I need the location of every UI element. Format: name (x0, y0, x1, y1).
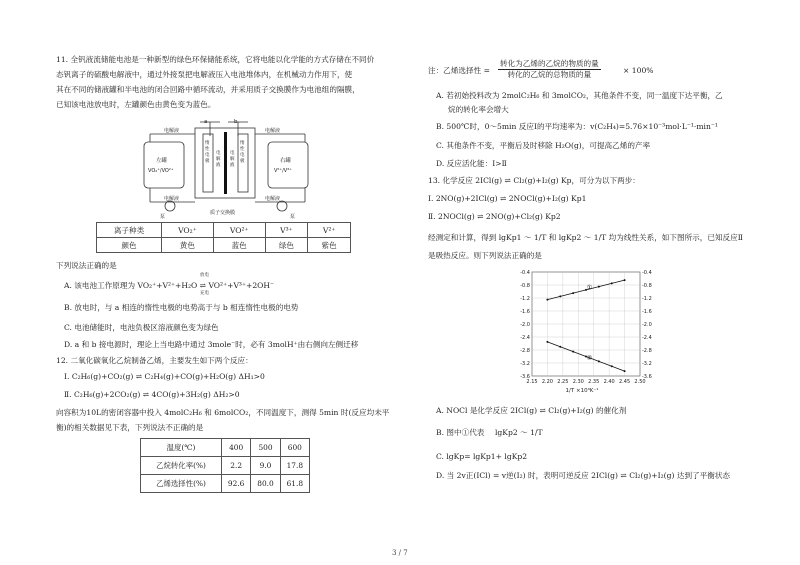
ion-cell: VO₂⁺ (162, 223, 214, 238)
y-tick-label-left: -2.4 (520, 334, 530, 341)
data-point (598, 360, 600, 362)
q11-prompt: 下列说法正确的是 (56, 261, 117, 270)
q12-option-b: B. 500℃时，0～5min 反应Ⅰ的平均速率为：v(C₂H₄)=5.76×10⁻³mol·L⁻¹·min⁻¹ (436, 122, 718, 131)
q12-intro: 12. 二氧化碳氧化乙烷制备乙烯，主要发生如下两个反应： (56, 356, 253, 365)
ion-row (97, 223, 351, 238)
ion-cell: V³⁺ (265, 223, 308, 238)
q13-step-2: Ⅱ. 2NOCl(g) ⇌ 2NO(g)+Cl₂(g) Kp2 (428, 212, 561, 221)
data-point (546, 341, 548, 343)
q13-desc-2: 是吸热反应。则下列说法正确的是 (428, 251, 542, 260)
y-tick-label-right: -1.2 (642, 295, 652, 302)
inert-electrode-left: 惰性电极 (205, 141, 210, 164)
q13-option-c: C. lgKp= lgKp1+ lgKp2 (436, 452, 528, 461)
q11-option-a: A. 该电池工作原理为 VO₂⁺+V²⁺+H₂O ⇌ VO²⁺+V³⁺+2OH⁻ (64, 281, 275, 290)
table-cell: 2.2 (222, 457, 251, 475)
pump-right: 泵 (290, 214, 296, 220)
table-row (141, 439, 310, 457)
q12-note-tail: × 100% (623, 66, 654, 75)
y-tick-label-left: -0.8 (520, 282, 530, 289)
q11-option-d: D. a 和 b 接电源时，理论上当电路中通过 3mole⁻时，必有 3molH⁺由右侧向左侧迁移 (64, 340, 359, 349)
q13-desc-1: 经测定和计算，得到 lgKp1 ～ 1/T 和 lgKp2 ～ 1/T 均为线性关系，如下图所示，已知反应Ⅱ (428, 233, 743, 242)
color-cell: 颜色 (97, 238, 162, 253)
right-tank-label: 右罐 (280, 158, 292, 164)
x-tick-label: 2.25 (557, 379, 569, 385)
table-cell: 600 (280, 439, 309, 457)
q12-data-table (140, 438, 310, 493)
table-cell: 温度(℃) (141, 439, 222, 457)
wire-b: b (234, 119, 238, 125)
color-cell: 蓝色 (213, 238, 265, 253)
y-tick-label-right: -0.4 (642, 269, 652, 276)
y-tick-label-right: -2.8 (642, 347, 652, 354)
electrolyte-bottom-right: 电解液 (265, 196, 281, 202)
x-tick-label: 2.45 (619, 379, 631, 385)
data-point (611, 282, 613, 284)
data-point (559, 346, 561, 348)
electrolyte-top-right: 电解液 (265, 128, 281, 134)
ion-cell: 离子种类 (97, 223, 162, 238)
x-tick-label: 2.50 (634, 379, 646, 385)
table-cell: 61.8 (280, 475, 309, 493)
q13-option-a: A. NOCl 是化学反应 2ICl(g) ⇌ Cl₂(g)+I₂(g) 的催化剂 (436, 406, 627, 415)
x-tick-label: 2.15 (526, 379, 538, 385)
electrolyte-bottom-left: 电解液 (164, 196, 180, 202)
ion-color-table (96, 222, 351, 253)
y-tick-label-right: -1.6 (642, 308, 652, 315)
series-label: ① (586, 283, 593, 292)
q11-line2: 态钒离子的硫酸电解液中，通过外接泵把电解液压入电池堆体内，在机械动力作用下，使 (56, 70, 353, 79)
table-cell: 17.8 (280, 457, 309, 475)
q12-note-label: 注：乙烯选择性 = (428, 66, 490, 75)
x-tick-label: 2.30 (572, 379, 584, 385)
data-point (598, 286, 600, 288)
q12-option-d: D. 反应活化能：Ⅰ>Ⅱ (436, 159, 507, 168)
q12-reaction-1: Ⅰ. C₂H₆(g)+CO₂(g) ⇌ C₂H₄(g)+CO(g)+H₂O(g) ΔH₁>0 (64, 372, 265, 381)
data-point (624, 370, 626, 372)
color-row (97, 238, 351, 253)
electrolyte-top-left: 电解液 (164, 128, 180, 134)
data-point (559, 295, 561, 297)
series-label: ② (586, 353, 593, 362)
q11-option-b: B. 放电时，与 a 相连的惰性电极的电势高于与 b 相连惰性电极的电势 (64, 303, 299, 312)
y-tick-label-right: -0.8 (642, 282, 652, 289)
q11-option-a-discharge: 放电 (200, 273, 209, 278)
y-tick-label-left: -1.6 (520, 308, 530, 315)
q11-line1: 11. 全钒液流储能电池是一种新型的绿色环保储能系统，它将电能以化学能的方式存储在不同价 (56, 55, 375, 64)
table-row (141, 457, 310, 475)
table-cell: 400 (222, 439, 251, 457)
left-tank-ions: VO₂⁺/VO²⁺ (148, 168, 174, 174)
q11-line3: 其在不同的储液罐和半电池的闭合回路中循环流动，并采用质子交换膜作为电池组的隔膜， (56, 85, 360, 94)
q13-intro: 13. 化学反应 2ICl(g) ⇌ Cl₂(g)+I₂(g) Kp，可分为以下两步： (428, 176, 640, 185)
ion-cell: VO²⁺ (213, 223, 265, 238)
q13-step-1: Ⅰ. 2NO(g)+2ICl(g) ⇌ 2NOCl(g)+I₂(g) Kp1 (428, 194, 587, 203)
pump-left: 泵 (160, 214, 166, 220)
right-tank-ions: V²⁺/V³⁺ (274, 168, 292, 174)
x-tick-label: 2.35 (588, 379, 600, 385)
data-point (572, 292, 574, 294)
note-denominator: 转化的乙烷的总物质的量 (507, 70, 592, 79)
q12-option-c: C. 其他条件不变，平衡后及时移除 H₂O(g)，可提高乙烯的产率 (436, 141, 651, 150)
page-number: 3 / 7 (392, 549, 408, 557)
q12-option-a-1: A. 若初始投料改为 2molC₂H₆ 和 3molCO₂，其他条件不变，同一温度下达平衡，乙 (436, 91, 723, 100)
membrane-label: 质子交换膜 (210, 210, 236, 216)
q12-reaction-2: Ⅱ. C₂H₆(g)+2CO₂(g) ⇌ 4CO(g)+3H₂(g) ΔH₂>0 (64, 390, 240, 399)
y-tick-label-left: -3.2 (520, 360, 530, 367)
color-cell: 紫色 (308, 238, 351, 253)
data-point (546, 299, 548, 301)
q11-option-c: C. 电池储能时，电池负极区溶液颜色变为绿色 (64, 323, 219, 332)
inert-electrode-right: 惰性电极 (240, 141, 245, 164)
ion-cell: V²⁺ (308, 223, 351, 238)
table-cell: 92.6 (222, 475, 251, 493)
table-cell: 500 (251, 439, 280, 457)
y-tick-label-left: -2.8 (520, 347, 530, 354)
q12-note-fraction (498, 59, 601, 80)
q13-option-b-pre: B. 图中①代表 (436, 428, 485, 437)
q11-line4: 已知该电池放电时，左罐颜色由黄色变为蓝色。 (56, 100, 216, 109)
q12-condition-1: 向容积为10L的密闭容器中投入 4molC₂H₆ 和 6molCO₂，不同温度下，测得 5min 时(反应均未平 (56, 408, 390, 417)
y-tick-label-right: -2.4 (642, 334, 652, 341)
lgk-chart (512, 268, 662, 396)
x-axis-label: 1/T ×10³K⁻¹ (565, 388, 599, 394)
q12-option-a-2: 烷的转化率会增大 (448, 105, 509, 114)
table-row (141, 475, 310, 493)
note-numerator: 转化为乙烯的乙烷的物质的量 (500, 59, 599, 68)
table-cell: 乙烷转化率(%) (141, 457, 222, 475)
table-cell: 乙烯选择性(%) (141, 475, 222, 493)
color-cell: 绿色 (265, 238, 308, 253)
electrolyte-mid-left: 电解液 (216, 151, 221, 168)
table-cell: 9.0 (251, 457, 280, 475)
q12-condition-2: 衡)的相关数据见下表，下列说法不正确的是 (56, 423, 204, 432)
y-tick-label-left: -3.6 (520, 373, 530, 380)
x-tick-label: 2.40 (603, 379, 615, 385)
data-point (611, 365, 613, 367)
y-tick-label-left: -2.0 (520, 321, 530, 328)
data-point (624, 279, 626, 281)
wire-a: a (204, 119, 208, 125)
q11-option-a-charge: 充电 (200, 291, 209, 296)
y-tick-label-left: -1.2 (520, 295, 530, 302)
left-tank-label: 左罐 (156, 158, 168, 164)
color-cell: 黄色 (162, 238, 214, 253)
electrolyte-mid-right: 电解液 (230, 151, 235, 168)
y-tick-label-right: -3.6 (642, 373, 652, 380)
data-point (572, 351, 574, 353)
q13-option-b-expr: lgKp2 ～ 1/T (495, 428, 543, 437)
q13-option-d: D. 当 2v正(ICl) = v逆(I₂) 时，表明可逆反应 2ICl(g) ⇌ Cl₂(g)+I₂(g) 达到了平衡状态 (436, 471, 731, 480)
y-tick-label-left: -0.4 (520, 269, 530, 276)
table-cell: 80.0 (251, 475, 280, 493)
y-tick-label-right: -3.2 (642, 360, 652, 367)
battery-diagram (140, 114, 315, 220)
x-tick-label: 2.20 (541, 379, 553, 385)
y-tick-label-right: -2.0 (642, 321, 652, 328)
